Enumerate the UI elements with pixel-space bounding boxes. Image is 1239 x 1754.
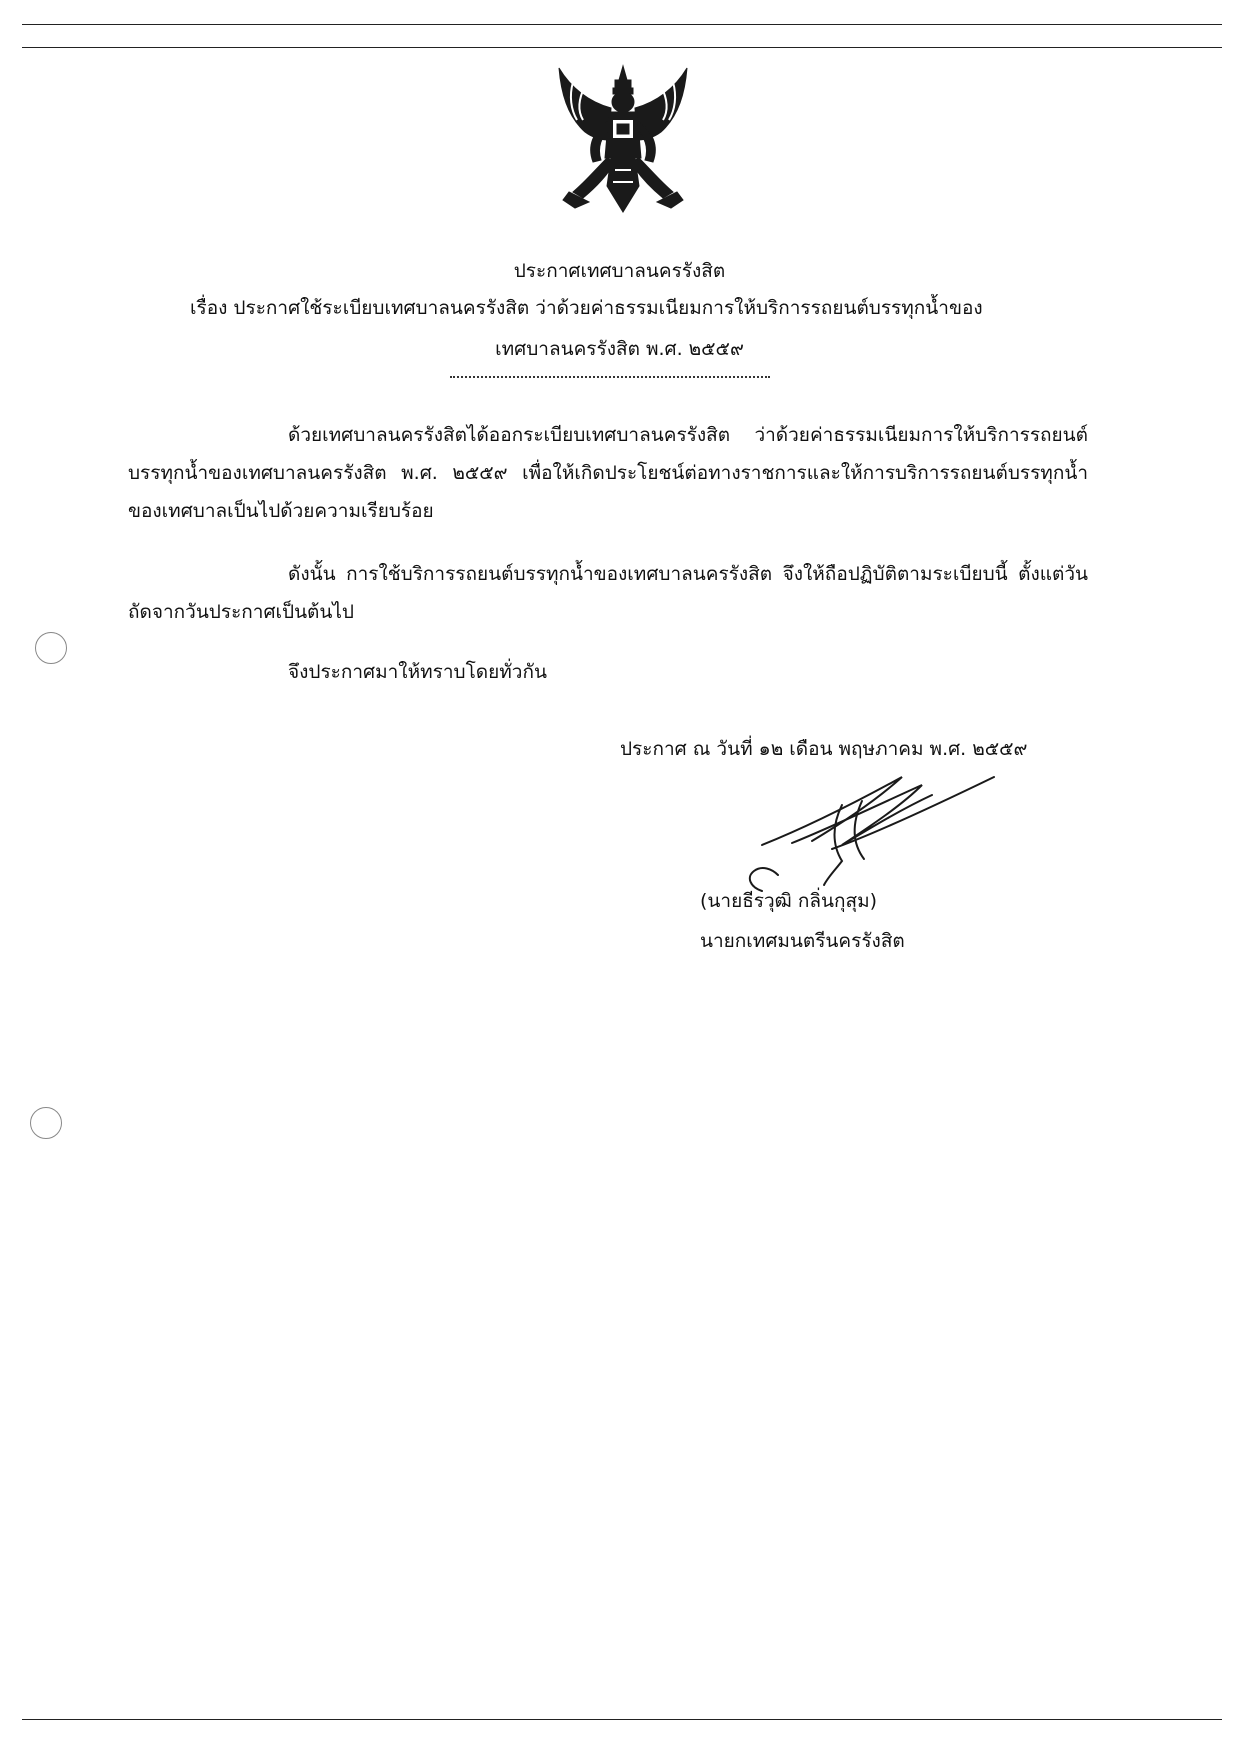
body-paragraph-2-text: ดังนั้น การใช้บริการรถยนต์บรรทุกน้ำของเทศบาลนครรังสิต จึงให้ถือปฏิบัติตามระเบียบนี้ ตั้งแต่วันถัดจากวันประกาศเป็นต้นไป	[128, 563, 1088, 623]
subject-line: เรื่อง ประกาศใช้ระเบียบเทศบาลนครรังสิต ว่าด้วยค่าธรรมเนียมการให้บริการรถยนต์บรรทุกน้ำของ	[190, 297, 983, 319]
punch-hole-mark	[30, 1107, 62, 1139]
body-paragraph-3: จึงประกาศมาให้ทราบโดยทั่วกัน	[288, 661, 547, 683]
announcement-date: ประกาศ ณ วันที่ ๑๒ เดือน พฤษภาคม พ.ศ. ๒๕๕๙	[620, 738, 1028, 760]
garuda-emblem-icon	[549, 62, 697, 222]
signer-name: (นายธีรวุฒิ กลิ่นกุสุม)	[700, 890, 878, 912]
top-rule-second	[22, 47, 1222, 48]
bottom-rule	[22, 1719, 1222, 1720]
top-rule	[22, 24, 1222, 25]
signer-title: นายกเทศมนตรีนครรังสิต	[700, 930, 905, 952]
dotted-divider	[450, 376, 770, 378]
punch-hole-mark	[35, 632, 67, 664]
body-paragraph-1-text: ด้วยเทศบาลนครรังสิตได้ออกระเบียบเทศบาลนครรังสิต ว่าด้วยค่าธรรมเนียมการให้บริการรถยนต์บรรทุกน้ำของเทศบาลนครรังสิต พ.ศ. ๒๕๕๙ เพื่อให้เกิดประโยชน์ต่อทางราชการและให้การบริการรถยนต์บรรทุกน้ำของเทศบาลเป็นไปด้วยความเรียบร้อย	[128, 424, 1088, 522]
body-paragraph-2	[128, 555, 1088, 631]
subject-line-continued: เทศบาลนครรังสิต พ.ศ. ๒๕๕๙	[495, 338, 744, 360]
handwritten-signature	[732, 765, 1052, 905]
announcement-title: ประกาศเทศบาลนครรังสิต	[513, 260, 726, 282]
body-paragraph-1	[128, 416, 1088, 530]
